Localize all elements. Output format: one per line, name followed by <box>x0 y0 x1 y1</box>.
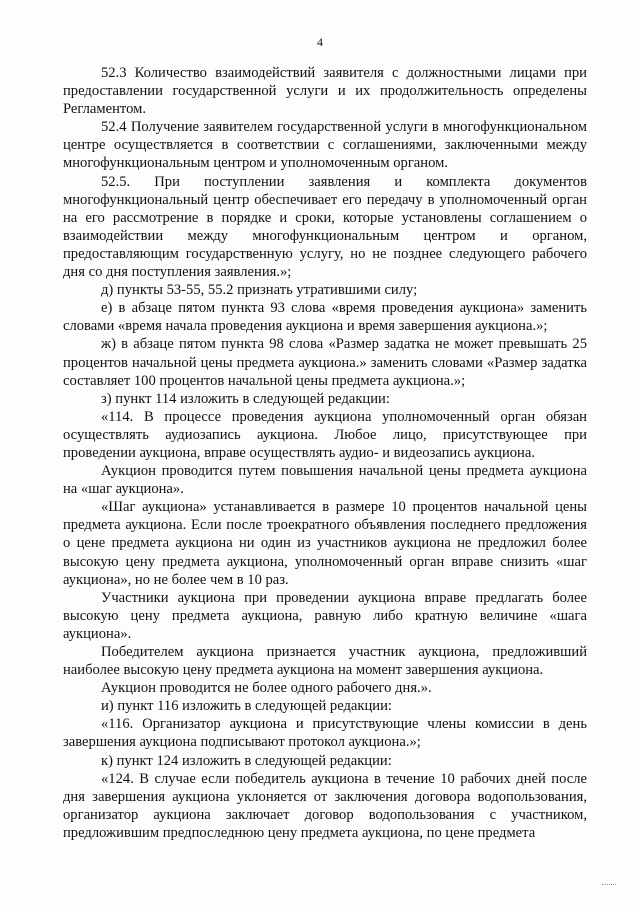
paragraph-duration: Аукцион проводится не более одного рабочего дня.». <box>101 680 432 697</box>
paragraph-item-z: з) пункт 114 изложить в следующей редакции: <box>101 390 390 407</box>
paragraph-item-i: и) пункт 116 изложить в следующей редакции: <box>101 698 392 715</box>
paragraph-52-3: 52.3 Количество взаимодействий заявителя с должностными лицами при предоставлении государственной услуги и их продолжительность определены Регламентом. <box>63 65 587 118</box>
paragraph-116: «116. Организатор аукциона и присутствующие члены комиссии в день завершения аукциона подписывают протокол аукциона.»; <box>63 716 587 751</box>
paragraph-item-k: к) пункт 124 изложить в следующей редакции: <box>101 752 392 769</box>
scan-edge-mark <box>602 884 616 891</box>
paragraph-auction-method: Аукцион проводится путем повышения начальной цены предмета аукциона на «шаг аукциона». <box>63 463 587 498</box>
paragraph-52-5: 52.5. При поступлении заявления и комплекта документов многофункциональный центр обеспечивает его передачу в уполномоченный орган на его рассмотрение в порядке и сроки, которые установлены соглашением о взаимодействии между многофункциональным центром и органом, предоставляющим государственную услугу, но не позднее следующего рабочего дня со дня поступления заявления.»; <box>63 173 587 281</box>
page-number: 4 <box>317 35 323 49</box>
paragraph-participants: Участники аукциона при проведении аукциона вправе предлагать более высокую цену предмета аукциона, равную либо кратную величине «шага аукциона». <box>63 589 587 642</box>
paragraph-114: «114. В процессе проведения аукциона уполномоченный орган обязан осуществлять аудиозапись аукциона. Любое лицо, присутствующее при проведении аукциона, вправе осуществлять аудио- и видеозапись аукциона. <box>63 408 587 461</box>
paragraph-item-zh: ж) в абзаце пятом пункта 98 слова «Размер задатка не может превышать 25 процентов начальной цены предмета аукциона.» заменить словами «Размер задатка составляет 100 процентов начальной цены предмета аукциона.»; <box>63 336 587 389</box>
paragraph-auction-step: «Шаг аукциона» устанавливается в размере 10 процентов начальной цены предмета аукциона. Если после троекратного объявления последнего предложения о цене предмета аукциона ни один из участников аукциона не предложил более высокую цену предмета аукциона, уполномоченный орган вправе снизить «шаг аукциона», но не более чем в 10 раз. <box>63 499 587 588</box>
paragraph-item-d: д) пункты 53-55, 55.2 признать утратившими силу; <box>101 282 418 299</box>
paragraph-winner: Победителем аукциона признается участник аукциона, предложивший наиболее высокую цену предмета аукциона на момент завершения аукциона. <box>63 644 587 679</box>
paragraph-item-e: е) в абзаце пятом пункта 93 слова «время проведения аукциона» заменить словами «время начала проведения аукциона и время завершения аукциона.»; <box>63 300 587 335</box>
paragraph-124: «124. В случае если победитель аукциона в течение 10 рабочих дней после дня завершения аукциона уклоняется от заключения договора водопользования, организатор аукциона заключает договор водопользования с участником, предложившим предпоследнюю цену предмета аукциона, по цене предмета <box>63 770 587 841</box>
paragraph-52-4: 52.4 Получение заявителем государственной услуги в многофункциональном центре осуществляется в соответствии с соглашениями, заключенными между многофункциональным центром и уполномоченным органом. <box>63 119 587 172</box>
document-body <box>63 64 587 842</box>
